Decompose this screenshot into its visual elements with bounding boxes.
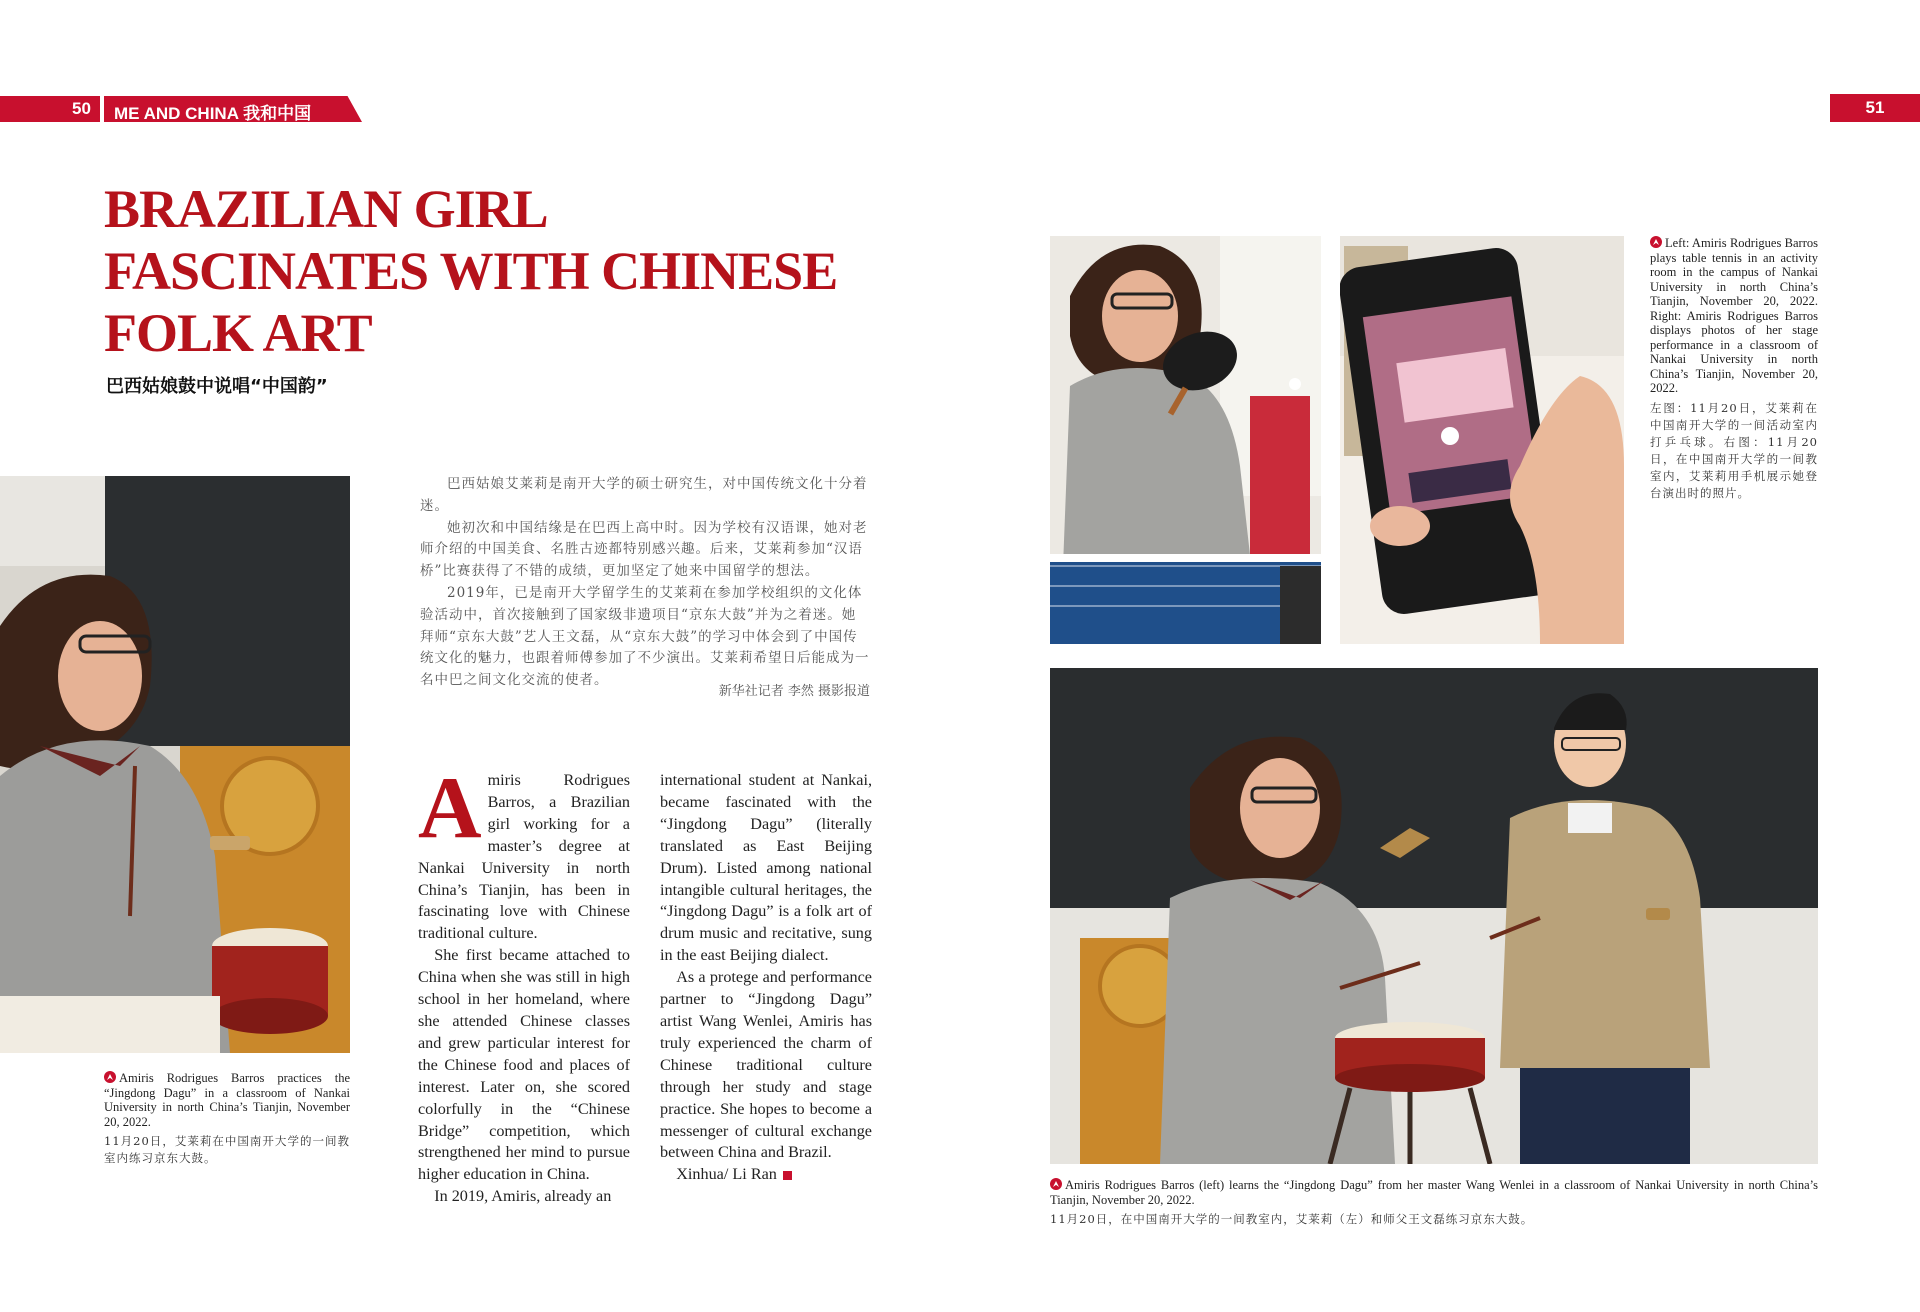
cn-paragraph: 她初次和中国结缘是在巴西上高中时。因为学校有汉语课，她对老师介绍的中国美食、名胜古迹都特别感兴趣。后来，艾莱莉参加“汉语桥”比赛获得了不错的成绩，更加坚定了她来中国留学的想法。 — [420, 519, 868, 580]
photo-table-tennis — [1050, 236, 1321, 644]
header-separator — [100, 96, 104, 122]
cn-paragraph: 巴西姑娘艾莱莉是南开大学的硕士研究生，对中国传统文化十分着迷。 — [420, 476, 868, 514]
english-byline — [660, 1164, 872, 1186]
caption-bottom-right-cn: 11月20日，在中国南开大学的一间教室内，艾莱莉（左）和师父王文磊练习京东大鼓。 — [1050, 1212, 1534, 1226]
english-column-1 — [418, 760, 630, 1208]
end-mark-icon — [783, 1171, 792, 1180]
caption-top-right-en: Left: Amiris Rodrigues Barros plays table tennis in an activity room in the campus of Nankai University in north China’s Tianjin, November 20, 2022. Right: Amiris Rodrigues Barros displays photos of her stage performance in a classroom of Nankai University in north China’s Tianjin, November 20, 2022. — [1650, 236, 1818, 395]
article-subtitle-cn: 巴西姑娘鼓中说唱“中国韵” — [106, 376, 328, 397]
photo-phone-stage — [1340, 236, 1624, 644]
english-paragraph — [418, 760, 630, 945]
caption-left-en: Amiris Rodrigues Barros practices the “Jingdong Dagu” in a classroom of Nankai University in north China’s Tianjin, November 20, 2022. — [104, 1071, 350, 1129]
caption-camera-icon — [104, 1071, 116, 1083]
english-paragraph: As a protege and performance partner to “Jingdong Dagu” artist Wang Wenlei, Amiris has truly experienced the charm of Chinese traditional culture through her study and stage practice. She hopes to become a messenger of cultural exchange between China and Brazil. — [660, 968, 872, 1162]
caption-bottom-right-en: Amiris Rodrigues Barros (left) learns the “Jingdong Dagu” from her master Wang Wenlei in a classroom of Nankai University in north China’s Tianjin, November 20, 2022. — [1050, 1178, 1818, 1207]
chinese-body — [420, 474, 870, 692]
caption-left — [104, 1071, 350, 1167]
photo-amiris-and-master — [1050, 668, 1818, 1164]
chinese-byline: 新华社记者 李然 摄影报道 — [718, 684, 870, 699]
left-page-header — [0, 96, 362, 122]
byline-text: Xinhua/ Li Ran — [676, 1165, 777, 1184]
caption-bottom-right — [1050, 1178, 1818, 1228]
caption-camera-icon — [1650, 236, 1662, 248]
right-page-number: 51 — [1865, 98, 1885, 117]
cn-paragraph: 2019年，已是南开大学留学生的艾莱莉在参加学校组织的文化体验活动中，首次接触到了国家级非遗项目“京东大鼓”并为之着迷。她拜师“京东大鼓”艺人王文磊，从“京东大鼓”的学习中体会到了中国传统文化的魅力，也跟着师傅参加了不少演出。艾莱莉希望日后能成为一名中巴之间文化交流的使者。 — [420, 584, 870, 689]
english-paragraph: international student at Nankai, became fascinated with the “Jingdong Dagu” (literally translated as East Beijing Drum). Listed among national intangible cultural heritages, the “Jingdong Dagu” is a folk art of drum music and recitative, sung in the east Beijing dialect. — [660, 771, 872, 965]
article-title: BRAZILIAN GIRL FASCINATES WITH CHINESE FOLK ART — [104, 179, 838, 363]
drop-cap: A — [418, 760, 482, 857]
caption-camera-icon — [1050, 1178, 1062, 1190]
english-column-2 — [660, 770, 872, 1186]
photo-amiris-drumming — [0, 476, 350, 1053]
english-text: miris Rodrigues Barros, a Brazilian girl working for a master’s degree at Nankai University in north China’s Tianjin, has been in fascinating love with Chinese traditional culture. — [418, 771, 630, 943]
english-paragraph: In 2019, Amiris, already an — [434, 1187, 612, 1206]
section-label: ME AND CHINA 我和中国 — [114, 104, 312, 123]
caption-top-right — [1650, 236, 1818, 502]
caption-top-right-cn: 左图：11月20日，艾莱莉在中国南开大学的一间活动室内打乒乓球。右图：11月20日，在中国南开大学的一间教室内，艾莱莉用手机展示她登台演出时的照片。 — [1650, 400, 1818, 500]
left-page-number: 50 — [72, 99, 91, 118]
english-paragraph: She first became attached to China when she was still in high school in her homeland, where she attended Chinese classes and grew particular interest for the Chinese food and places of interest. Later on, she scored colorfully in the “Chinese Bridge” competition, which strengthened her mind to pursue higher education in China. — [418, 946, 630, 1184]
caption-left-cn: 11月20日，艾莱莉在中国南开大学的一间教室内练习京东大鼓。 — [104, 1134, 350, 1165]
right-page-header — [1830, 94, 1920, 122]
